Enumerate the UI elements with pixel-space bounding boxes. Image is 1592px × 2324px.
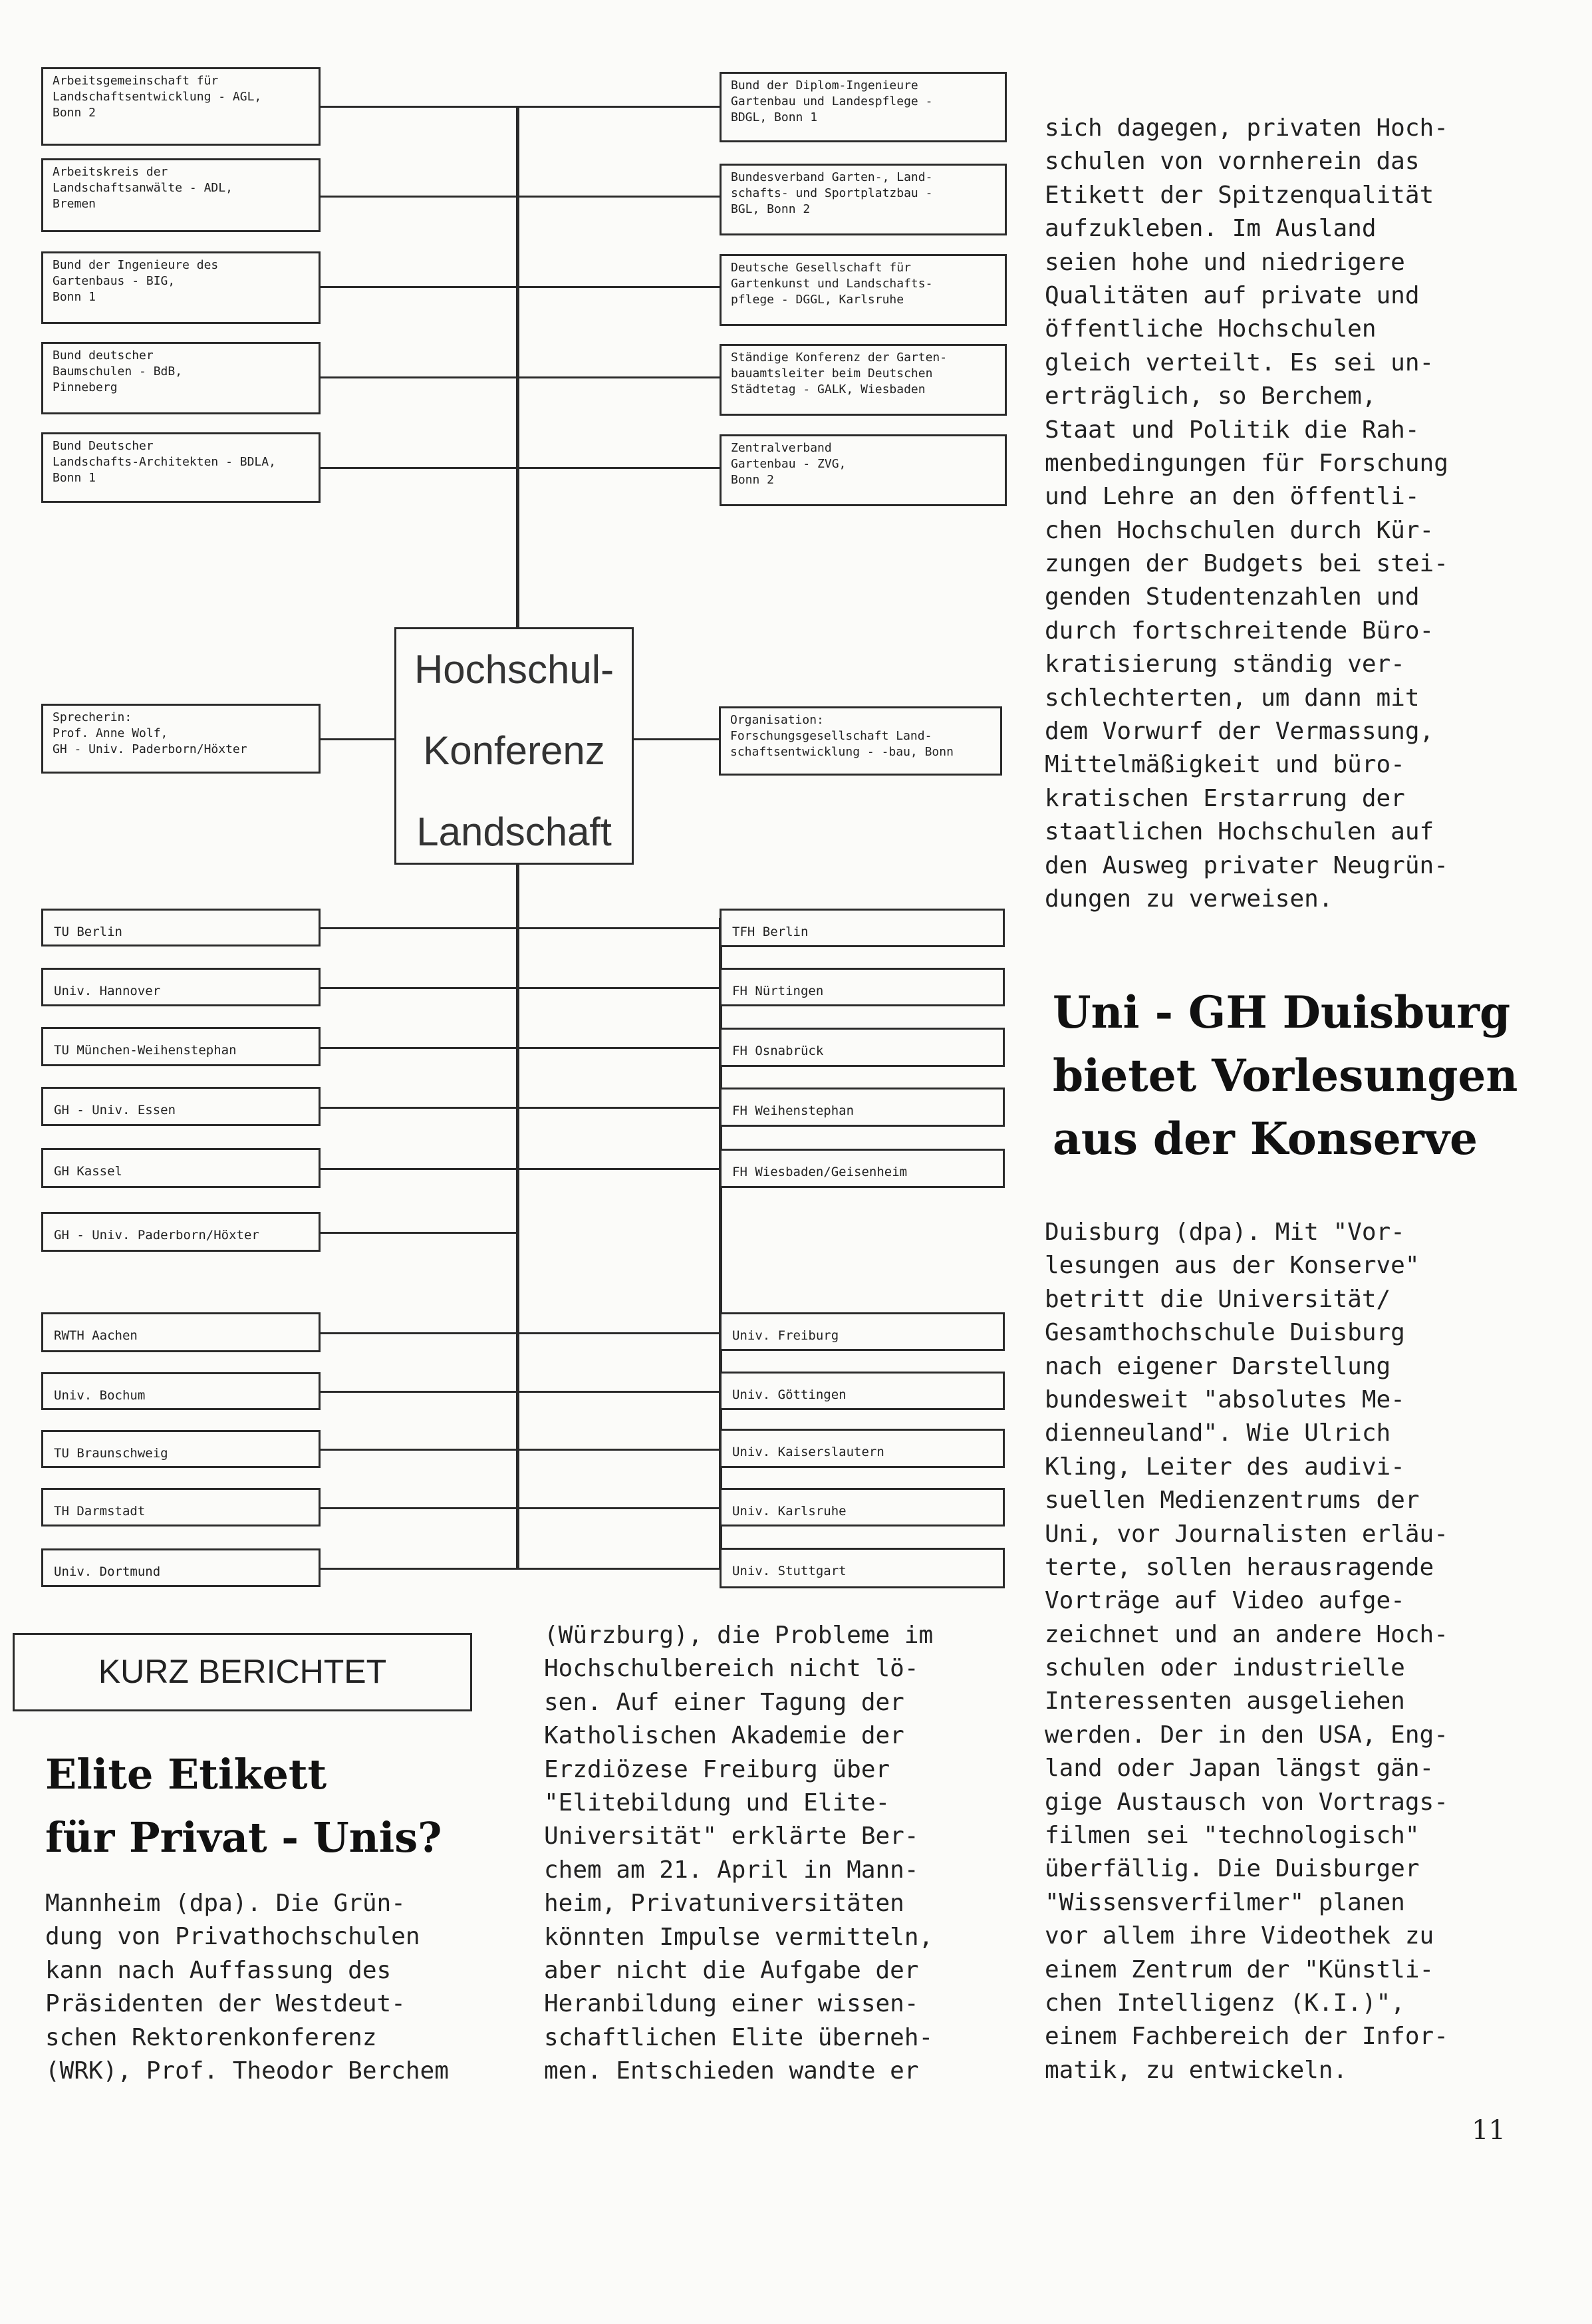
uni-box: RWTH Aachen — [41, 1312, 321, 1352]
org-box: Bund deutscher Baumschulen - BdB, Pinneberg — [41, 342, 321, 414]
connector — [321, 376, 517, 378]
text-line: erträglich, so Berchem, — [1045, 382, 1377, 410]
connector — [321, 1047, 724, 1049]
text-line: terte, sollen herausragende — [1045, 1553, 1434, 1581]
uni-box: Univ. Stuttgart — [720, 1548, 1005, 1588]
text-line: schlechterten, um dann mit — [1045, 684, 1420, 712]
text-line: schaftlichen Elite überneh- — [544, 2023, 934, 2051]
org-box: Bundesverband Garten-, Land- schafts- und Sportplatzbau - BGL, Bonn 2 — [720, 164, 1007, 235]
connector — [321, 467, 517, 469]
text-line: suellen Medienzentrums der — [1045, 1487, 1420, 1515]
connector — [321, 286, 517, 288]
text-line: dung von Privathochschulen — [45, 1923, 420, 1951]
text-line: werden. Der in den USA, Eng- — [1045, 1721, 1448, 1749]
connector — [321, 1568, 724, 1570]
uni-box: Univ. Bochum — [41, 1372, 321, 1410]
connector — [632, 738, 719, 740]
text-line: Gesamthochschule Duisburg — [1045, 1319, 1405, 1347]
text-line: schulen oder industrielle — [1045, 1654, 1405, 1682]
text-line: gleich verteilt. Es sei un- — [1045, 349, 1434, 376]
text-line: überfällig. Die Duisburger — [1045, 1855, 1420, 1883]
text-line: Mittelmäßigkeit und büro- — [1045, 751, 1405, 779]
uni-box: Univ. Hannover — [41, 968, 321, 1006]
text-line: genden Studentenzahlen und — [1045, 583, 1420, 611]
connector — [321, 1332, 724, 1334]
text-line: heim, Privatuniversitäten — [544, 1890, 904, 1918]
text-line: Uni, vor Journalisten erläu- — [1045, 1520, 1448, 1548]
text-line: Vorträge auf Video aufge- — [1045, 1587, 1405, 1615]
text-line: öffentliche Hochschulen — [1045, 315, 1377, 343]
connector — [321, 196, 517, 198]
text-line: Präsidenten der Westdeut- — [45, 1990, 406, 2018]
uni-box: TH Darmstadt — [41, 1488, 321, 1526]
org-box: Deutsche Gesellschaft für Gartenkunst und Landschafts- pflege - DGGL, Karlsruhe — [720, 254, 1007, 326]
text-line: kratisierung ständig ver- — [1045, 651, 1405, 678]
center-line: Konferenz — [423, 728, 605, 773]
connector — [321, 1507, 724, 1509]
text-line: (Würzburg), die Probleme im — [544, 1622, 934, 1649]
uni-box: TFH Berlin — [720, 909, 1005, 947]
text-line: sich dagegen, privaten Hoch- — [1045, 114, 1448, 142]
text-line: staatlichen Hochschulen auf — [1045, 818, 1434, 846]
right-trunk-line — [719, 918, 722, 1570]
text-line: matik, zu entwickeln. — [1045, 2056, 1348, 2084]
text-line: chen Intelligenz (K.I.)", — [1045, 1989, 1405, 2017]
connector — [517, 286, 724, 288]
text-line: Erzdiözese Freiburg über — [544, 1755, 890, 1783]
headline-line: Elite Etikett — [45, 1750, 327, 1799]
text-line: Qualitäten auf private und — [1045, 281, 1420, 309]
text-line: lesungen aus der Konserve" — [1045, 1252, 1420, 1280]
uni-box: FH Osnabrück — [720, 1028, 1005, 1067]
text-line: Universität" erklärte Ber- — [544, 1822, 919, 1850]
text-line: schen Rektorenkonferenz — [45, 2023, 377, 2051]
connector — [517, 376, 724, 378]
org-box: Arbeitskreis der Landschaftsanwälte - ADL, Bremen — [41, 158, 321, 232]
section-banner: KURZ BERICHTET — [13, 1633, 472, 1711]
text-line: Hochschulbereich nicht lö- — [544, 1655, 919, 1683]
org-box: Bund der Ingenieure des Gartenbaus - BIG, Bonn 1 — [41, 251, 321, 324]
connector — [321, 987, 724, 989]
text-line: chem am 21. April in Mann- — [544, 1856, 919, 1884]
organisation-box: Organisation: Forschungsgesellschaft Land- schaftsentwicklung - -bau, Bonn — [719, 706, 1002, 776]
text-line: Kling, Leiter des audivi- — [1045, 1453, 1405, 1481]
connector — [517, 196, 724, 198]
text-line: dienneuland". Wie Ulrich — [1045, 1419, 1391, 1447]
text-line: Staat und Politik die Rah- — [1045, 416, 1420, 444]
uni-box: Univ. Freiburg — [720, 1312, 1005, 1351]
uni-box: GH Kassel — [41, 1148, 321, 1188]
uni-box: Univ. Göttingen — [720, 1372, 1005, 1410]
text-line: Interessenten ausgeliehen — [1045, 1687, 1405, 1715]
text-line: nach eigener Darstellung — [1045, 1352, 1391, 1380]
text-line: dungen zu verweisen. — [1045, 885, 1333, 913]
text-line: schulen von vornherein das — [1045, 148, 1420, 176]
text-line: seien hohe und niedrigere — [1045, 248, 1405, 276]
text-line: könnten Impulse vermitteln, — [544, 1923, 934, 1951]
uni-box: FH Weihenstephan — [720, 1088, 1005, 1127]
headline-line: für Privat - Unis? — [45, 1813, 442, 1862]
text-line: vor allem ihre Videothek zu — [1045, 1922, 1434, 1950]
uni-box: Univ. Karlsruhe — [720, 1488, 1005, 1526]
text-line: "Wissensverfilmer" planen — [1045, 1888, 1405, 1916]
org-box: Arbeitsgemeinschaft für Landschaftsentwicklung - AGL, Bonn 2 — [41, 67, 321, 146]
text-line: filmen sei "technologisch" — [1045, 1822, 1420, 1850]
connector — [321, 1449, 724, 1451]
connector — [517, 467, 724, 469]
connector — [321, 1232, 517, 1234]
speaker-box: Sprecherin: Prof. Anne Wolf, GH - Univ. Paderborn/Höxter — [41, 704, 321, 774]
headline-line: aus der Konserve — [1053, 1113, 1478, 1165]
text-line: Mannheim (dpa). Die Grün- — [45, 1890, 406, 1917]
text-line: Duisburg (dpa). Mit "Vor- — [1045, 1219, 1405, 1246]
text-line: dem Vorwurf der Vermassung, — [1045, 718, 1434, 746]
uni-box: GH - Univ. Paderborn/Höxter — [41, 1212, 321, 1252]
text-line: sen. Auf einer Tagung der — [544, 1688, 904, 1716]
connector — [321, 927, 724, 929]
duisburg-body — [1045, 1216, 1448, 2087]
text-line: "Elitebildung und Elite- — [544, 1789, 890, 1816]
uni-box: FH Wiesbaden/Geisenheim — [720, 1149, 1005, 1188]
text-line: (WRK), Prof. Theodor Berchem — [45, 2057, 449, 2085]
text-line: Etikett der Spitzenqualität — [1045, 181, 1434, 209]
center-line: Hochschul- — [414, 647, 614, 692]
elite-body-continued — [544, 1619, 933, 2088]
text-line: betritt die Universität/ — [1045, 1285, 1391, 1313]
text-line: bundesweit "absolutes Me- — [1045, 1385, 1405, 1413]
text-line: Heranbildung einer wissen- — [544, 1990, 919, 2018]
text-line: und Lehre an den öffentli- — [1045, 483, 1420, 511]
center-line: Landschaft — [416, 809, 612, 854]
headline-line: Uni - GH Duisburg — [1053, 986, 1511, 1038]
duisburg-headline — [1053, 981, 1518, 1171]
text-line: einem Zentrum der "Künstli- — [1045, 1956, 1434, 1983]
connector — [321, 106, 517, 108]
text-line: kratischen Erstarrung der — [1045, 784, 1405, 812]
text-line: Katholischen Akademie der — [544, 1722, 904, 1750]
uni-box: TU München-Weihenstephan — [41, 1027, 321, 1066]
connector — [321, 1107, 724, 1109]
text-line: aber nicht die Aufgabe der — [544, 1956, 919, 1984]
elite-headline — [45, 1743, 442, 1869]
uni-box: Univ. Dortmund — [41, 1548, 321, 1587]
uni-box: GH - Univ. Essen — [41, 1087, 321, 1126]
article-continuation-text — [1045, 112, 1448, 916]
uni-box: TU Berlin — [41, 909, 321, 946]
org-box: Bund Deutscher Landschafts-Architekten - BDLA, Bonn 1 — [41, 432, 321, 503]
uni-box: FH Nürtingen — [720, 968, 1005, 1006]
center-box — [394, 627, 634, 865]
headline-line: bietet Vorlesungen — [1053, 1050, 1518, 1101]
text-line: durch fortschreitende Büro- — [1045, 617, 1434, 645]
text-line: land oder Japan längst gän- — [1045, 1755, 1434, 1783]
text-line: men. Entschieden wandte er — [544, 2057, 919, 2085]
text-line: aufzukleben. Im Ausland — [1045, 215, 1377, 243]
connector — [321, 1168, 724, 1170]
text-line: einem Fachbereich der Infor- — [1045, 2023, 1448, 2051]
org-box: Bund der Diplom-Ingenieure Gartenbau und Landespflege - BDGL, Bonn 1 — [720, 72, 1007, 142]
connector — [321, 738, 396, 740]
text-line: gige Austausch von Vortrags- — [1045, 1788, 1448, 1816]
text-line: zungen der Budgets bei stei- — [1045, 550, 1448, 578]
text-line: menbedingungen für Forschung — [1045, 449, 1448, 477]
uni-box: Univ. Kaiserslautern — [720, 1429, 1005, 1468]
text-line: chen Hochschulen durch Kür- — [1045, 516, 1434, 544]
text-line: zeichnet und an andere Hoch- — [1045, 1620, 1448, 1648]
org-box: Ständige Konferenz der Garten- bauamtsleiter beim Deutschen Städtetag - GALK, Wiesbaden — [720, 344, 1007, 416]
connector — [321, 1391, 724, 1393]
connector — [517, 106, 724, 108]
org-box: Zentralverband Gartenbau - ZVG, Bonn 2 — [720, 434, 1007, 506]
uni-box: TU Braunschweig — [41, 1430, 321, 1468]
elite-body — [45, 1887, 449, 2088]
text-line: kann nach Auffassung des — [45, 1956, 392, 1984]
page-number: 11 — [1472, 2115, 1506, 2146]
text-line: den Ausweg privater Neugrün- — [1045, 851, 1448, 879]
